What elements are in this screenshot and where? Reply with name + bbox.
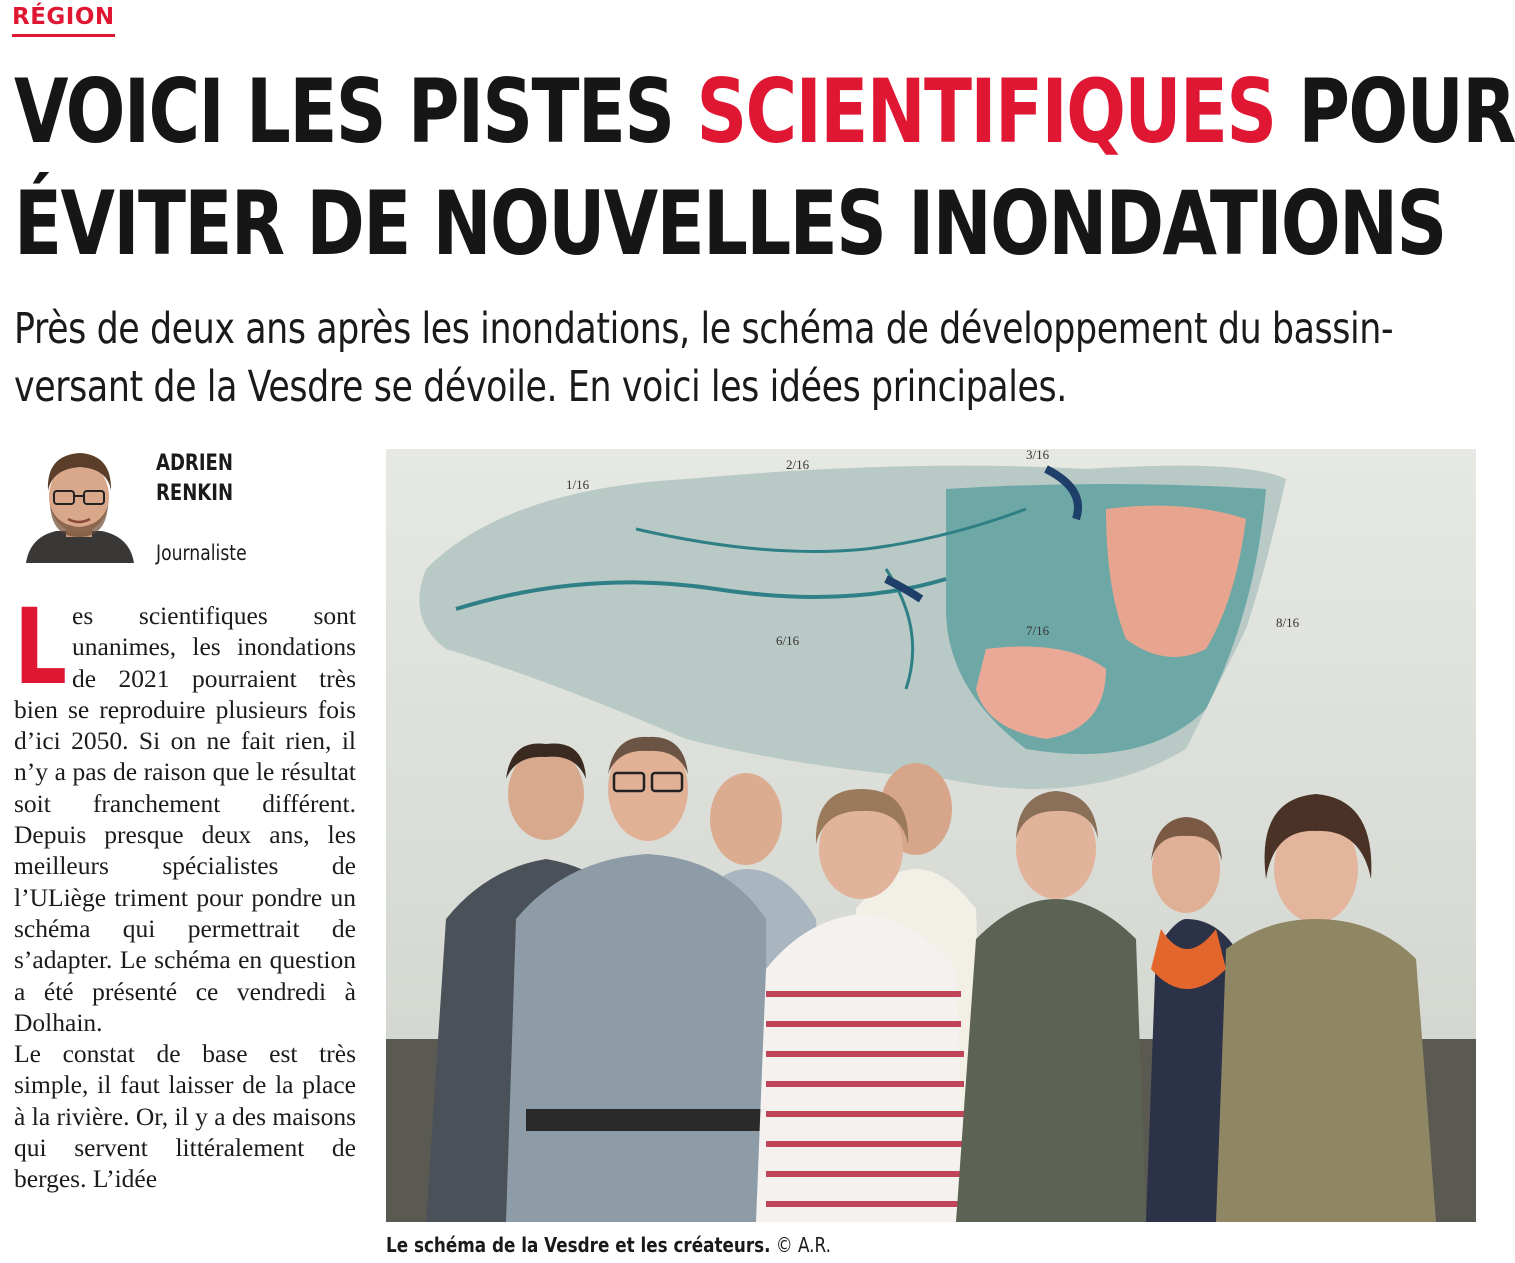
drop-cap: L: [14, 586, 68, 708]
author-name[interactable]: ADRIEN RENKIN: [156, 451, 234, 506]
article-body: [14, 586, 356, 1195]
headline-accent: SCIENTIFIQUES: [696, 60, 1276, 163]
map-label-6: 8/16: [1276, 615, 1300, 630]
paragraph-1-text: es scientifiques sont unanimes, les inondations de 2021 pourraient très bien se reproduire plusieurs fois d’ici 2050. Si on ne fait rien, il n’y a pas de raison que le résultat soit franchement différent. Depuis presque deux ans, les meilleurs spécialistes de l’ULiège triment pour pondre un schéma qui permettrait de s’adapter. Le schéma en question a été présenté ce vendredi à Dolhain.: [14, 601, 356, 1037]
paragraph-1: [14, 586, 356, 1038]
map-label-1: 1/16: [566, 477, 590, 492]
headline-part1: VOICI LES PISTES: [14, 60, 697, 163]
map-label-4: 6/16: [776, 633, 800, 648]
photo-illustration: [386, 449, 1476, 1222]
map-label-5: 7/16: [1026, 623, 1050, 638]
section-label[interactable]: RÉGION: [12, 4, 115, 37]
map-label-3: 3/16: [1026, 447, 1050, 462]
map-label-2: 2/16: [786, 457, 810, 472]
caption-text: Le schéma de la Vesdre et les créateurs.: [386, 1233, 771, 1257]
author-role: Journaliste: [156, 541, 247, 565]
caption-credit: © A.R.: [775, 1233, 831, 1257]
paragraph-2: Le constat de base est très simple, il faut laisser de la place à la rivière. Or, il y a des maisons qui servent littéralement de berges. L’idée: [14, 1039, 356, 1194]
author-avatar: [16, 445, 142, 563]
headline-part2: POUR: [1275, 60, 1515, 163]
article-photo: [386, 449, 1476, 1222]
byline: [16, 445, 361, 570]
standfirst: Près de deux ans après les inondations, le schéma de développement du bassin-versant de la Vesdre se dévoile. En voici les idées principales.: [14, 304, 1394, 412]
headline-line2: ÉVITER DE NOUVELLES INONDATIONS: [14, 172, 1446, 275]
photo-caption: [386, 1233, 831, 1257]
headline: [14, 56, 1515, 280]
